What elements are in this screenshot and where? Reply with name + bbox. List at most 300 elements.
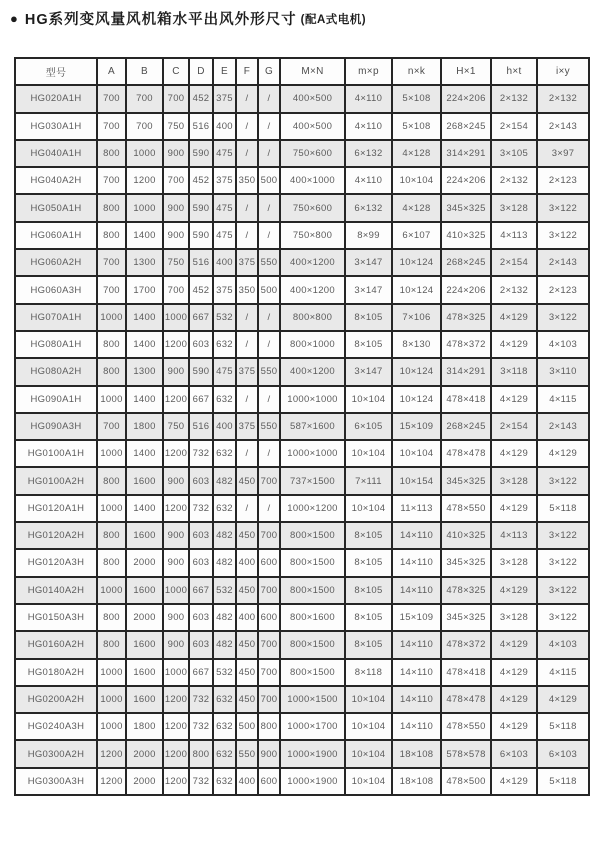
value-cell: 1000×1000 — [280, 386, 345, 413]
value-cell: / — [236, 331, 258, 358]
value-cell: 2×132 — [491, 167, 537, 194]
value-cell: 450 — [236, 522, 258, 549]
model-cell: HG090A3H — [15, 413, 97, 440]
value-cell: 800×1500 — [280, 631, 345, 658]
value-cell: 1000 — [126, 194, 163, 221]
value-cell: 475 — [213, 358, 236, 385]
value-cell: / — [236, 85, 258, 112]
value-cell: 478×372 — [441, 631, 491, 658]
value-cell: 732 — [189, 495, 213, 522]
value-cell: 4×129 — [491, 713, 537, 740]
value-cell: 700 — [97, 413, 126, 440]
value-cell: 516 — [189, 113, 213, 140]
value-cell: 2×143 — [537, 413, 589, 440]
value-cell: 14×110 — [392, 686, 441, 713]
value-cell: 1200 — [163, 331, 189, 358]
value-cell: 603 — [189, 467, 213, 494]
value-cell: 1400 — [126, 331, 163, 358]
value-cell: 8×105 — [345, 331, 392, 358]
value-cell: 345×325 — [441, 549, 491, 576]
bullet-icon: ● — [10, 11, 18, 26]
value-cell: 750×800 — [280, 222, 345, 249]
value-cell: / — [258, 304, 280, 331]
model-cell: HG050A1H — [15, 194, 97, 221]
value-cell: 500 — [236, 713, 258, 740]
value-cell: 750 — [163, 113, 189, 140]
value-cell: 1600 — [126, 631, 163, 658]
value-cell: 224×206 — [441, 276, 491, 303]
value-cell: 2×143 — [537, 113, 589, 140]
value-cell: 700 — [163, 85, 189, 112]
value-cell: 590 — [189, 140, 213, 167]
column-header-iy: i×y — [537, 58, 589, 85]
value-cell: / — [258, 194, 280, 221]
value-cell: 700 — [258, 467, 280, 494]
value-cell: 350 — [236, 276, 258, 303]
table-row — [15, 331, 589, 358]
value-cell: 3×110 — [537, 358, 589, 385]
model-cell: HG0160A2H — [15, 631, 97, 658]
value-cell: 2×132 — [491, 85, 537, 112]
value-cell: 2×143 — [537, 249, 589, 276]
value-cell: 667 — [189, 304, 213, 331]
value-cell: 375 — [236, 358, 258, 385]
value-cell: 4×103 — [537, 331, 589, 358]
model-cell: HG0120A2H — [15, 522, 97, 549]
value-cell: 1000 — [126, 140, 163, 167]
value-cell: 400×1200 — [280, 358, 345, 385]
value-cell: 667 — [189, 659, 213, 686]
value-cell: 2000 — [126, 604, 163, 631]
table-row — [15, 358, 589, 385]
value-cell: 450 — [236, 577, 258, 604]
value-cell: 1000 — [97, 686, 126, 713]
value-cell: 1200 — [163, 686, 189, 713]
table-row — [15, 140, 589, 167]
value-cell: 478×500 — [441, 768, 491, 795]
model-cell: HG0200A2H — [15, 686, 97, 713]
value-cell: 800 — [97, 331, 126, 358]
value-cell: 3×128 — [491, 194, 537, 221]
value-cell: 375 — [236, 413, 258, 440]
value-cell: 1000×1700 — [280, 713, 345, 740]
value-cell: 10×104 — [345, 386, 392, 413]
value-cell: 4×128 — [392, 194, 441, 221]
model-cell: HG0140A2H — [15, 577, 97, 604]
column-header-ht: h×t — [491, 58, 537, 85]
column-header-mn: M×N — [280, 58, 345, 85]
table-row — [15, 549, 589, 576]
value-cell: 8×105 — [345, 604, 392, 631]
value-cell: 4×129 — [491, 631, 537, 658]
value-cell: 1000 — [97, 386, 126, 413]
value-cell: / — [236, 440, 258, 467]
table-row — [15, 467, 589, 494]
value-cell: 4×129 — [537, 686, 589, 713]
value-cell: 1600 — [126, 659, 163, 686]
value-cell: 732 — [189, 686, 213, 713]
value-cell: 1000 — [163, 304, 189, 331]
value-cell: 800 — [258, 713, 280, 740]
value-cell: 590 — [189, 358, 213, 385]
value-cell: 4×115 — [537, 659, 589, 686]
value-cell: 375 — [236, 249, 258, 276]
value-cell: 450 — [236, 631, 258, 658]
value-cell: 6×132 — [345, 194, 392, 221]
value-cell: 700 — [97, 249, 126, 276]
value-cell: 400 — [213, 249, 236, 276]
value-cell: 3×122 — [537, 304, 589, 331]
value-cell: 700 — [258, 686, 280, 713]
value-cell: 478×372 — [441, 331, 491, 358]
value-cell: 750×600 — [280, 194, 345, 221]
value-cell: 478×325 — [441, 304, 491, 331]
value-cell: 4×129 — [491, 686, 537, 713]
table-row — [15, 577, 589, 604]
value-cell: 4×113 — [491, 222, 537, 249]
table-row — [15, 768, 589, 795]
value-cell: 478×550 — [441, 713, 491, 740]
value-cell: 8×105 — [345, 522, 392, 549]
value-cell: 800×1500 — [280, 522, 345, 549]
value-cell: 1200 — [163, 740, 189, 767]
value-cell: 268×245 — [441, 413, 491, 440]
value-cell: 800 — [97, 604, 126, 631]
value-cell: 700 — [126, 113, 163, 140]
value-cell: 8×105 — [345, 577, 392, 604]
value-cell: 1000 — [97, 713, 126, 740]
value-cell: 4×128 — [392, 140, 441, 167]
value-cell: 4×110 — [345, 113, 392, 140]
value-cell: 900 — [163, 140, 189, 167]
model-cell: HG020A1H — [15, 85, 97, 112]
value-cell: 3×147 — [345, 358, 392, 385]
value-cell: 1400 — [126, 386, 163, 413]
value-cell: 375 — [213, 167, 236, 194]
table-row — [15, 659, 589, 686]
model-cell: HG040A1H — [15, 140, 97, 167]
value-cell: 1400 — [126, 304, 163, 331]
value-cell: 900 — [163, 358, 189, 385]
value-cell: 4×129 — [491, 659, 537, 686]
value-cell: 600 — [258, 768, 280, 795]
value-cell: 700 — [97, 113, 126, 140]
column-header-b: B — [126, 58, 163, 85]
value-cell: 1200 — [126, 167, 163, 194]
value-cell: 900 — [163, 631, 189, 658]
value-cell: 11×113 — [392, 495, 441, 522]
value-cell: 900 — [163, 549, 189, 576]
value-cell: 10×104 — [392, 440, 441, 467]
value-cell: 1000 — [97, 659, 126, 686]
value-cell: 1000×1900 — [280, 768, 345, 795]
value-cell: 732 — [189, 768, 213, 795]
value-cell: 4×129 — [537, 440, 589, 467]
title-text: HG系列变风量风机箱水平出风外形尺寸 — [24, 12, 297, 28]
value-cell: 4×129 — [491, 440, 537, 467]
value-cell: / — [258, 113, 280, 140]
table-row — [15, 495, 589, 522]
value-cell: 516 — [189, 249, 213, 276]
value-cell: 1400 — [126, 495, 163, 522]
model-cell: HG0180A2H — [15, 659, 97, 686]
model-cell: HG060A2H — [15, 249, 97, 276]
value-cell: 452 — [189, 167, 213, 194]
table-row — [15, 194, 589, 221]
value-cell: 1000 — [97, 577, 126, 604]
value-cell: 410×325 — [441, 222, 491, 249]
value-cell: 800 — [97, 549, 126, 576]
value-cell: 4×129 — [491, 577, 537, 604]
value-cell: 603 — [189, 331, 213, 358]
value-cell: 452 — [189, 85, 213, 112]
value-cell: 400 — [213, 113, 236, 140]
value-cell: 2×154 — [491, 413, 537, 440]
value-cell: 700 — [258, 522, 280, 549]
value-cell: 375 — [213, 85, 236, 112]
value-cell: 800×1600 — [280, 604, 345, 631]
model-cell: HG0240A3H — [15, 713, 97, 740]
model-cell: HG0300A3H — [15, 768, 97, 795]
value-cell: 632 — [213, 740, 236, 767]
value-cell: 400×1200 — [280, 249, 345, 276]
value-cell: 632 — [213, 686, 236, 713]
value-cell: 482 — [213, 522, 236, 549]
value-cell: 3×122 — [537, 222, 589, 249]
value-cell: 1300 — [126, 249, 163, 276]
value-cell: 7×106 — [392, 304, 441, 331]
table-row — [15, 386, 589, 413]
column-header-model: 型号 — [15, 58, 97, 85]
value-cell: 2×154 — [491, 249, 537, 276]
value-cell: 3×122 — [537, 467, 589, 494]
value-cell: 550 — [258, 358, 280, 385]
value-cell: 1600 — [126, 686, 163, 713]
value-cell: 2×132 — [491, 276, 537, 303]
value-cell: 10×124 — [392, 276, 441, 303]
value-cell: 1400 — [126, 222, 163, 249]
value-cell: 2000 — [126, 768, 163, 795]
table-row — [15, 276, 589, 303]
value-cell: 700 — [97, 167, 126, 194]
value-cell: 603 — [189, 549, 213, 576]
value-cell: 400×500 — [280, 113, 345, 140]
value-cell: 667 — [189, 386, 213, 413]
value-cell: 800×1500 — [280, 549, 345, 576]
table-row — [15, 522, 589, 549]
table-row — [15, 740, 589, 767]
model-cell: HG060A3H — [15, 276, 97, 303]
value-cell: 700 — [163, 167, 189, 194]
value-cell: 587×1600 — [280, 413, 345, 440]
table-row — [15, 222, 589, 249]
value-cell: 8×99 — [345, 222, 392, 249]
value-cell: 632 — [213, 768, 236, 795]
value-cell: 4×110 — [345, 167, 392, 194]
value-cell: 14×110 — [392, 549, 441, 576]
value-cell: 224×206 — [441, 167, 491, 194]
model-cell: HG080A2H — [15, 358, 97, 385]
value-cell: 8×130 — [392, 331, 441, 358]
value-cell: 700 — [258, 631, 280, 658]
value-cell: 1000 — [97, 304, 126, 331]
value-cell: 3×128 — [491, 604, 537, 631]
value-cell: 3×105 — [491, 140, 537, 167]
value-cell: 2000 — [126, 740, 163, 767]
value-cell: 750 — [163, 413, 189, 440]
model-cell: HG080A1H — [15, 331, 97, 358]
model-cell: HG0300A2H — [15, 740, 97, 767]
value-cell: / — [258, 222, 280, 249]
value-cell: 750 — [163, 249, 189, 276]
value-cell: 10×104 — [345, 740, 392, 767]
value-cell: 268×245 — [441, 113, 491, 140]
value-cell: 1000 — [97, 495, 126, 522]
value-cell: 345×325 — [441, 194, 491, 221]
header-row — [15, 58, 589, 85]
value-cell: 478×478 — [441, 440, 491, 467]
value-cell: 500 — [258, 276, 280, 303]
value-cell: 268×245 — [441, 249, 491, 276]
value-cell: 1000 — [97, 440, 126, 467]
value-cell: / — [236, 304, 258, 331]
value-cell: 700 — [97, 85, 126, 112]
value-cell: 900 — [163, 604, 189, 631]
value-cell: 800×1500 — [280, 659, 345, 686]
value-cell: 2×123 — [537, 167, 589, 194]
value-cell: 345×325 — [441, 604, 491, 631]
value-cell: 3×122 — [537, 604, 589, 631]
value-cell: 632 — [213, 713, 236, 740]
value-cell: 400 — [236, 768, 258, 795]
value-cell: 3×128 — [491, 467, 537, 494]
value-cell: 800 — [97, 140, 126, 167]
column-header-mp: m×p — [345, 58, 392, 85]
value-cell: 14×110 — [392, 713, 441, 740]
value-cell: 800×1500 — [280, 577, 345, 604]
value-cell: 475 — [213, 194, 236, 221]
value-cell: 478×418 — [441, 659, 491, 686]
model-cell: HG0100A1H — [15, 440, 97, 467]
value-cell: 603 — [189, 604, 213, 631]
value-cell: 900 — [163, 467, 189, 494]
table-row — [15, 413, 589, 440]
model-cell: HG060A1H — [15, 222, 97, 249]
value-cell: 350 — [236, 167, 258, 194]
column-header-f: F — [236, 58, 258, 85]
value-cell: 900 — [163, 194, 189, 221]
value-cell: 18×108 — [392, 740, 441, 767]
value-cell: 732 — [189, 713, 213, 740]
value-cell: 4×103 — [537, 631, 589, 658]
value-cell: 10×124 — [392, 358, 441, 385]
value-cell: 15×109 — [392, 604, 441, 631]
value-cell: 532 — [213, 577, 236, 604]
value-cell: / — [236, 495, 258, 522]
value-cell: 1000 — [163, 659, 189, 686]
column-header-nk: n×k — [392, 58, 441, 85]
value-cell: 5×108 — [392, 113, 441, 140]
value-cell: 1000×1500 — [280, 686, 345, 713]
value-cell: 800 — [97, 222, 126, 249]
column-header-a: A — [97, 58, 126, 85]
value-cell: 4×129 — [491, 304, 537, 331]
table-row — [15, 631, 589, 658]
value-cell: 632 — [213, 495, 236, 522]
table-row — [15, 85, 589, 112]
value-cell: / — [236, 194, 258, 221]
value-cell: 600 — [258, 604, 280, 631]
value-cell: 314×291 — [441, 140, 491, 167]
value-cell: 482 — [213, 467, 236, 494]
value-cell: 667 — [189, 577, 213, 604]
value-cell: 10×104 — [345, 495, 392, 522]
value-cell: 10×104 — [345, 713, 392, 740]
table-row — [15, 686, 589, 713]
value-cell: 3×118 — [491, 358, 537, 385]
value-cell: 1600 — [126, 522, 163, 549]
value-cell: 8×105 — [345, 549, 392, 576]
value-cell: 3×122 — [537, 577, 589, 604]
value-cell: 800 — [97, 358, 126, 385]
value-cell: 452 — [189, 276, 213, 303]
value-cell: 400 — [236, 549, 258, 576]
value-cell: 3×122 — [537, 549, 589, 576]
value-cell: 6×105 — [345, 413, 392, 440]
value-cell: 450 — [236, 686, 258, 713]
value-cell: 578×578 — [441, 740, 491, 767]
value-cell: 4×113 — [491, 522, 537, 549]
value-cell: 410×325 — [441, 522, 491, 549]
value-cell: 482 — [213, 631, 236, 658]
value-cell: / — [258, 386, 280, 413]
value-cell: 550 — [236, 740, 258, 767]
table-row — [15, 604, 589, 631]
value-cell: 450 — [236, 659, 258, 686]
value-cell: 7×111 — [345, 467, 392, 494]
value-cell: 10×124 — [392, 249, 441, 276]
value-cell: / — [258, 331, 280, 358]
column-header-e: E — [213, 58, 236, 85]
value-cell: 800 — [97, 631, 126, 658]
value-cell: 400×500 — [280, 85, 345, 112]
value-cell: 4×129 — [491, 331, 537, 358]
dimensions-table — [14, 57, 590, 796]
value-cell: 6×107 — [392, 222, 441, 249]
value-cell: 2×123 — [537, 276, 589, 303]
value-cell: 603 — [189, 522, 213, 549]
value-cell: 6×103 — [491, 740, 537, 767]
value-cell: 800 — [97, 522, 126, 549]
value-cell: 900 — [163, 222, 189, 249]
value-cell: 14×110 — [392, 577, 441, 604]
value-cell: 10×104 — [392, 167, 441, 194]
value-cell: 375 — [213, 276, 236, 303]
value-cell: 1800 — [126, 713, 163, 740]
value-cell: 5×118 — [537, 495, 589, 522]
value-cell: 400 — [236, 604, 258, 631]
value-cell: 632 — [213, 386, 236, 413]
value-cell: 482 — [213, 604, 236, 631]
value-cell: 4×115 — [537, 386, 589, 413]
value-cell: / — [258, 140, 280, 167]
value-cell: 800 — [97, 467, 126, 494]
value-cell: 450 — [236, 467, 258, 494]
value-cell: 1200 — [163, 440, 189, 467]
value-cell: 2000 — [126, 549, 163, 576]
value-cell: 2×154 — [491, 113, 537, 140]
value-cell: 478×325 — [441, 577, 491, 604]
